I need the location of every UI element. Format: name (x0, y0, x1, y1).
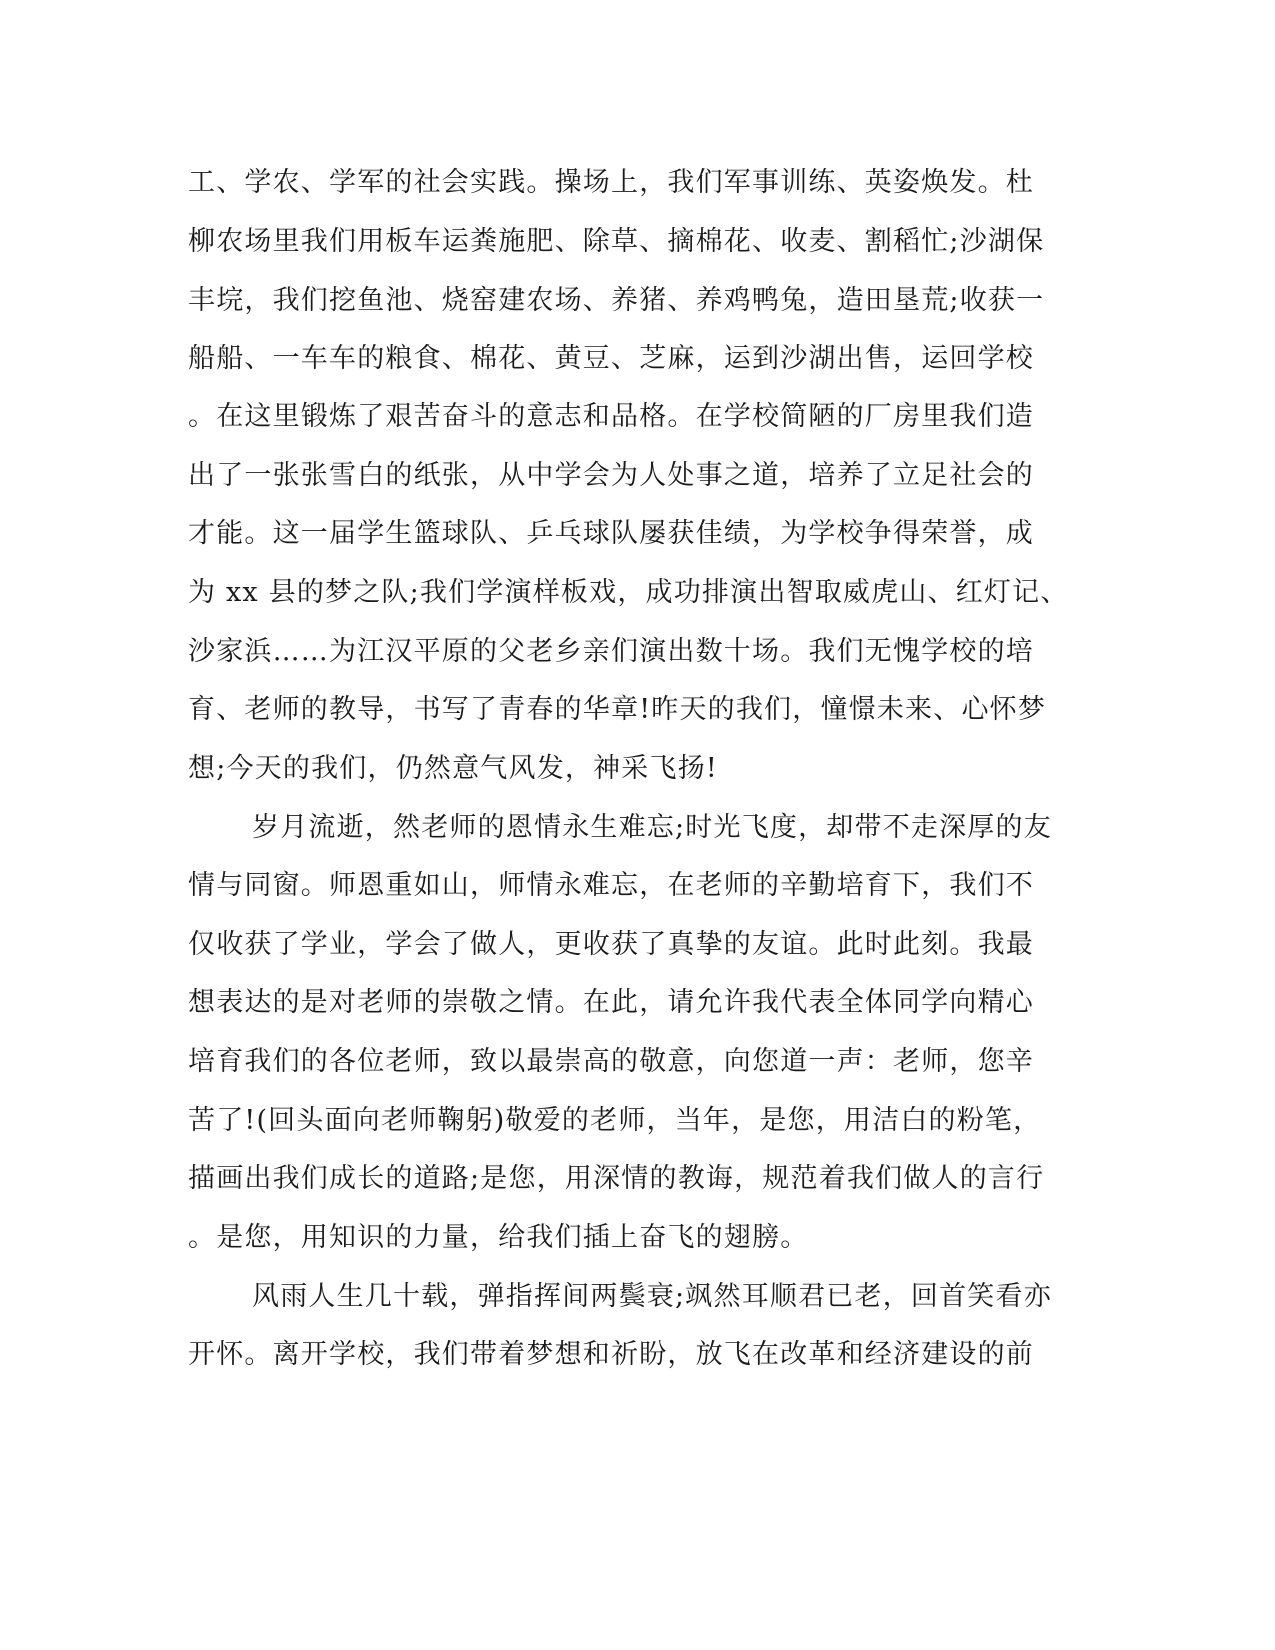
text-line-15: 想表达的是对老师的崇敬之情。在此，请允许我代表全体同学向精心 (188, 987, 1034, 1018)
text-line-3: 丰垸，我们挖鱼池、烧窑建农场、养猪、养鸡鸭兔，造田垦荒;收获一 (188, 285, 1045, 316)
text-line-14: 仅收获了学业，学会了做人，更收获了真挚的友谊。此时此刻。我最 (188, 929, 1034, 960)
text-line-17: 苦了!(回头面向老师鞠躬)敬爱的老师，当年，是您，用洁白的粉笔， (188, 1105, 1042, 1136)
text-line-21: 开怀。离开学校，我们带着梦想和祈盼，放飞在改革和经济建设的前 (188, 1339, 1034, 1370)
text-line-2: 柳农场里我们用板车运粪施肥、除草、摘棉花、收麦、割稻忙;沙湖保 (188, 226, 1045, 257)
text-line-4: 船船、一车车的粮食、棉花、黄豆、芝麻，运到沙湖出售，运回学校 (188, 343, 1034, 374)
text-line-16: 培育我们的各位老师，致以最崇高的敬意，向您道一声：老师，您辛 (188, 1046, 1034, 1077)
text-line-20: 风雨人生几十载，弹指挥间两鬓衰;飒然耳顺君已老，回首笑看亦 (252, 1281, 1052, 1312)
text-line-7: 才能。这一届学生篮球队、乒乓球队屡获佳绩，为学校争得荣誉，成 (188, 518, 1034, 549)
text-line-13: 情与同窗。师恩重如山，师情永难忘，在老师的辛勤培育下，我们不 (188, 870, 1034, 901)
text-line-10: 育、老师的教导，书写了青春的华章!昨天的我们，憧憬未来、心怀梦 (188, 694, 1047, 725)
text-line-12: 岁月流逝，然老师的恩情永生难忘;时光飞度，却带不走深厚的友 (252, 812, 1052, 843)
text-line-18: 描画出我们成长的道路;是您，用深情的教诲，规范着我们做人的言行 (188, 1163, 1045, 1194)
text-line-11: 想;今天的我们，仍然意气风发，神采飞扬! (188, 753, 718, 784)
text-line-1: 工、学农、学军的社会实践。操场上，我们军事训练、英姿焕发。杜 (188, 167, 1034, 198)
text-line-9: 沙家浜……为江汉平原的父老乡亲们演出数十场。我们无愧学校的培 (188, 636, 1034, 667)
text-line-6: 出了一张张雪白的纸张，从中学会为人处事之道，培养了立足社会的 (188, 460, 1034, 491)
text-line-19: 。是您，用知识的力量，给我们插上奋飞的翅膀。 (188, 1222, 809, 1253)
text-line-8: 为 xx 县的梦之队;我们学演样板戏，成功排演出智取威虎山、红灯记、 (188, 577, 1069, 608)
text-line-5: 。在这里锻炼了艰苦奋斗的意志和品格。在学校简陋的厂房里我们造 (188, 401, 1034, 432)
